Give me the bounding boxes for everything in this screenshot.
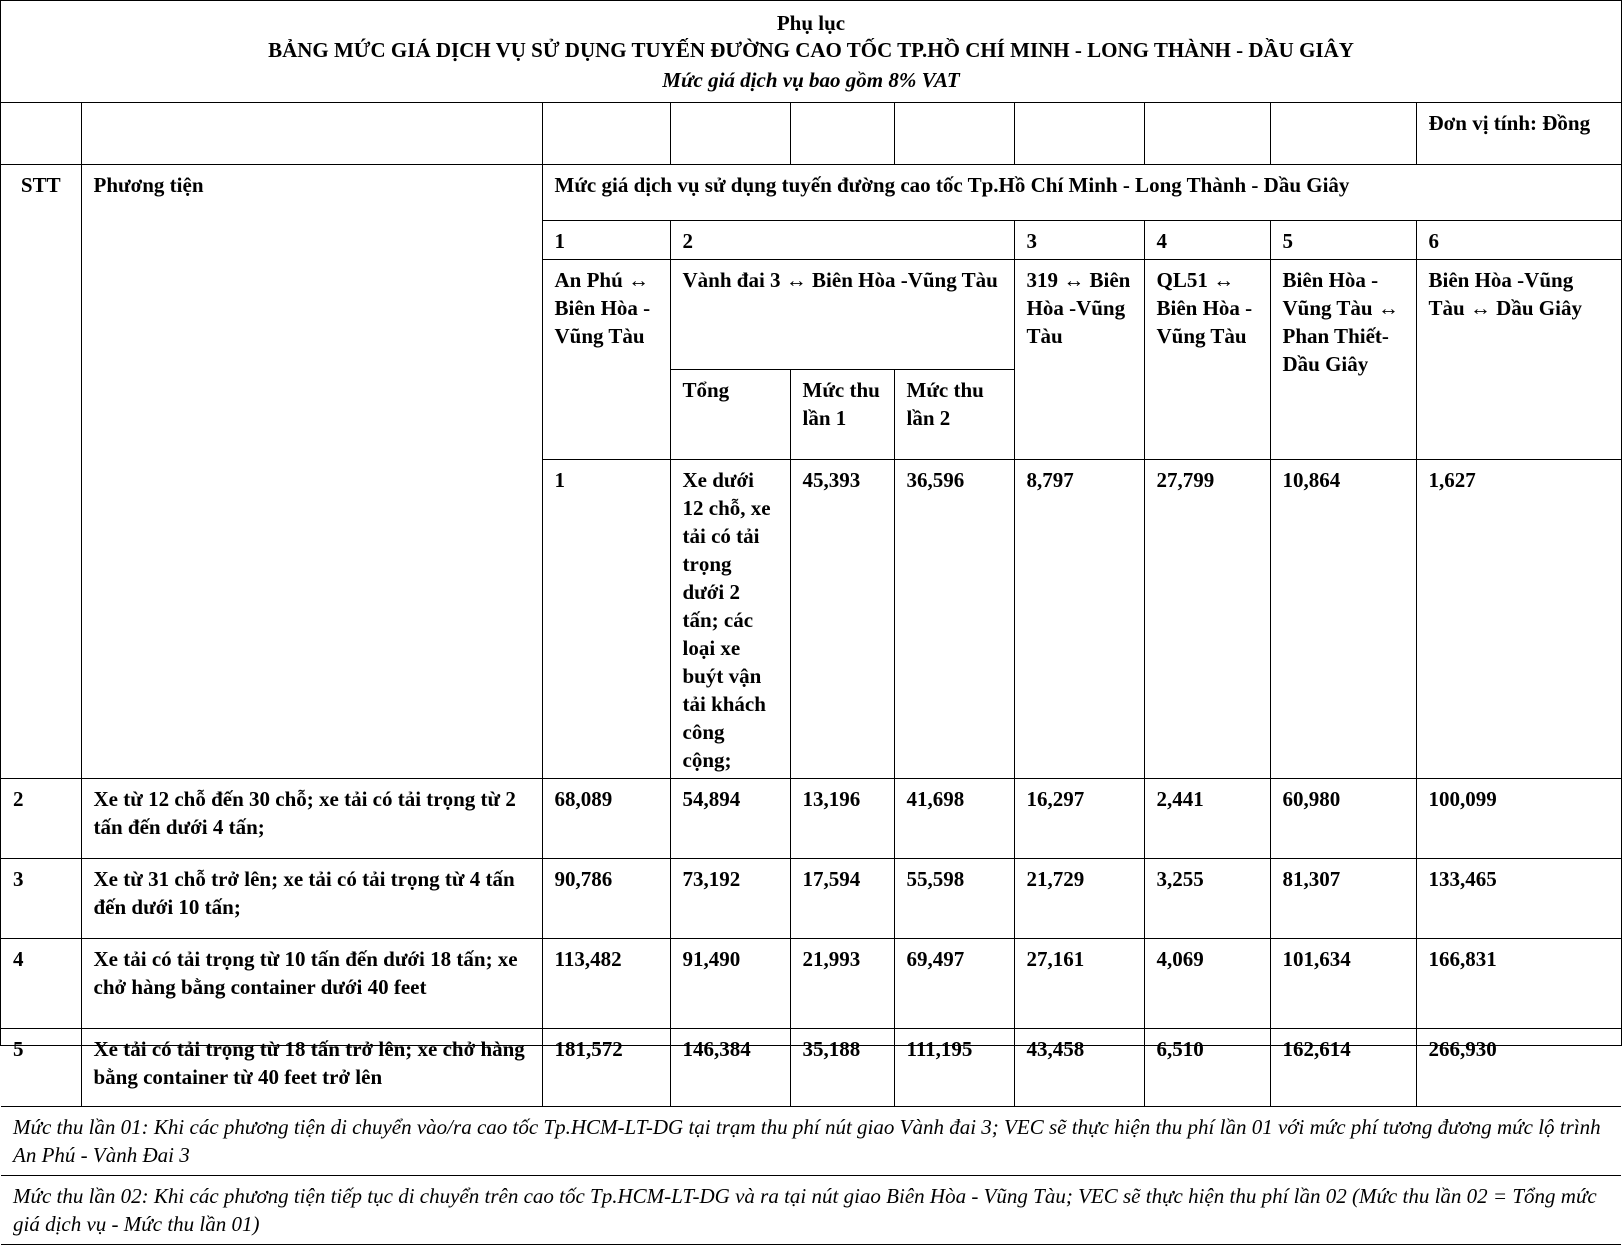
row-value: 54,894: [670, 779, 790, 859]
row-value: 3,255: [1144, 859, 1270, 939]
row-vehicle: Xe tải có tải trọng từ 18 tấn trở lên; xe chở hàng bằng container từ 40 feet trở lên: [81, 1029, 542, 1107]
table-row: [1, 859, 1621, 939]
row-value: 10,864: [1270, 460, 1416, 779]
row-value: 17,594: [790, 859, 894, 939]
row-value: 181,572: [542, 1029, 670, 1107]
row-value: 16,297: [1014, 779, 1144, 859]
row-value: 13,196: [790, 779, 894, 859]
row-value: 73,192: [670, 859, 790, 939]
blank-cell: [894, 103, 1014, 165]
row-value: 91,490: [670, 939, 790, 1029]
col-number-1: 1: [542, 221, 670, 260]
row-value: 41,698: [894, 779, 1014, 859]
group-header-row: [1, 165, 1621, 221]
row-value: 6,510: [1144, 1029, 1270, 1107]
document-title: BẢNG MỨC GIÁ DỊCH VỤ SỬ DỤNG TUYẾN ĐƯỜNG CAO TỐC TP.HỒ CHÍ MINH - LONG THÀNH - DẦU GIÂY: [268, 38, 1354, 62]
route-bien-hoa-phan-thiet: Biên Hòa - Vũng Tàu ↔ Phan Thiết-Dầu Giây: [1270, 260, 1416, 460]
fee-table: [1, 102, 1621, 1245]
blank-cell: [1144, 103, 1270, 165]
row-value: 113,482: [542, 939, 670, 1029]
sub-header-total: Tổng: [670, 370, 790, 460]
blank-cell: [1270, 103, 1416, 165]
table-row: [1, 779, 1621, 859]
table-row: [1, 1029, 1621, 1107]
note-second-collection: Mức thu lần 02: Khi các phương tiện tiếp tục di chuyển trên cao tốc Tp.HCM-LT-DG và ra tại nút giao Biên Hòa - Vũng Tàu; VEC sẽ thực hiện thu phí lần 02 (Mức thu lần 02 = Tổng mức giá dịch vụ - Mức thu lần 01): [1, 1176, 1621, 1245]
row-stt: 2: [1, 779, 81, 859]
row-vehicle: Xe dưới 12 chỗ, xe tải có tải trọng dưới 2 tấn; các loại xe buýt vận tải khách công cộng;: [670, 460, 790, 779]
row-value: 101,634: [1270, 939, 1416, 1029]
row-value: 21,729: [1014, 859, 1144, 939]
row-vehicle: Xe từ 31 chỗ trở lên; xe tải có tải trọng từ 4 tấn đến dưới 10 tấn;: [81, 859, 542, 939]
row-vehicle: Xe tải có tải trọng từ 10 tấn đến dưới 18 tấn; xe chở hàng bằng container dưới 40 feet: [81, 939, 542, 1029]
row-vehicle: Xe từ 12 chỗ đến 30 chỗ; xe tải có tải trọng từ 2 tấn đến dưới 4 tấn;: [81, 779, 542, 859]
row-value: 68,089: [542, 779, 670, 859]
row-stt: 4: [1, 939, 81, 1029]
stt-header: STT: [1, 165, 81, 779]
route-an-phu: An Phú ↔ Biên Hòa -Vũng Tàu: [542, 260, 670, 460]
price-group-header: Mức giá dịch vụ sử dụng tuyến đường cao tốc Tp.Hồ Chí Minh - Long Thành - Dầu Giây: [542, 165, 1621, 221]
row-value: 45,393: [790, 460, 894, 779]
blank-cell: [670, 103, 790, 165]
row-value: 111,195: [894, 1029, 1014, 1107]
row-value: 21,993: [790, 939, 894, 1029]
route-vanh-dai-3: Vành đai 3 ↔ Biên Hòa -Vũng Tàu: [670, 260, 1014, 370]
row-value: 166,831: [1416, 939, 1621, 1029]
blank-cell: [1014, 103, 1144, 165]
row-value: 55,598: [894, 859, 1014, 939]
unit-label: Đơn vị tính: Đồng: [1416, 103, 1621, 165]
row-value: 60,980: [1270, 779, 1416, 859]
note-row: [1, 1107, 1621, 1176]
row-value: 27,161: [1014, 939, 1144, 1029]
blank-cell: [542, 103, 670, 165]
row-value: 100,099: [1416, 779, 1621, 859]
col-number-3: 3: [1014, 221, 1144, 260]
row-value: 1,627: [1416, 460, 1621, 779]
route-319: 319 ↔ Biên Hòa -Vũng Tàu: [1014, 260, 1144, 460]
row-value: 162,614: [1270, 1029, 1416, 1107]
title-block: [1, 1, 1621, 103]
row-value: 2,441: [1144, 779, 1270, 859]
blank-cell: [81, 103, 542, 165]
row-stt: 1: [542, 460, 670, 779]
row-value: 4,069: [1144, 939, 1270, 1029]
row-stt: 3: [1, 859, 81, 939]
row-value: 27,799: [1144, 460, 1270, 779]
row-value: 36,596: [894, 460, 1014, 779]
row-value: 69,497: [894, 939, 1014, 1029]
row-value: 146,384: [670, 1029, 790, 1107]
note-first-collection: Mức thu lần 01: Khi các phương tiện di chuyển vào/ra cao tốc Tp.HCM-LT-DG tại trạm thu phí nút giao Vành đai 3; VEC sẽ thực hiện thu phí lần 01 với mức phí tương đương mức lộ trình An Phú - Vành Đai 3: [1, 1107, 1621, 1176]
table-row: [1, 939, 1621, 1029]
route-ql51: QL51 ↔ Biên Hòa -Vũng Tàu: [1144, 260, 1270, 460]
sub-header-second: Mức thu lần 2: [894, 370, 1014, 460]
appendix-label: Phụ lục: [776, 11, 846, 35]
unit-row: [1, 103, 1621, 165]
row-value: 133,465: [1416, 859, 1621, 939]
row-stt: 5: [1, 1029, 81, 1107]
col-number-4: 4: [1144, 221, 1270, 260]
sub-header-first: Mức thu lần 1: [790, 370, 894, 460]
row-value: 35,188: [790, 1029, 894, 1107]
note-row: [1, 1176, 1621, 1245]
row-value: 43,458: [1014, 1029, 1144, 1107]
row-value: 90,786: [542, 859, 670, 939]
vat-note: Mức giá dịch vụ bao gồm 8% VAT: [662, 68, 960, 92]
blank-cell: [790, 103, 894, 165]
col-number-6: 6: [1416, 221, 1621, 260]
row-value: 266,930: [1416, 1029, 1621, 1107]
row-value: 8,797: [1014, 460, 1144, 779]
vehicle-header: Phương tiện: [81, 165, 542, 779]
col-number-2: 2: [670, 221, 1014, 260]
col-number-5: 5: [1270, 221, 1416, 260]
row-value: 81,307: [1270, 859, 1416, 939]
blank-cell: [1, 103, 81, 165]
route-bien-hoa-dau-giay: Biên Hòa -Vũng Tàu ↔ Dầu Giây: [1416, 260, 1621, 460]
